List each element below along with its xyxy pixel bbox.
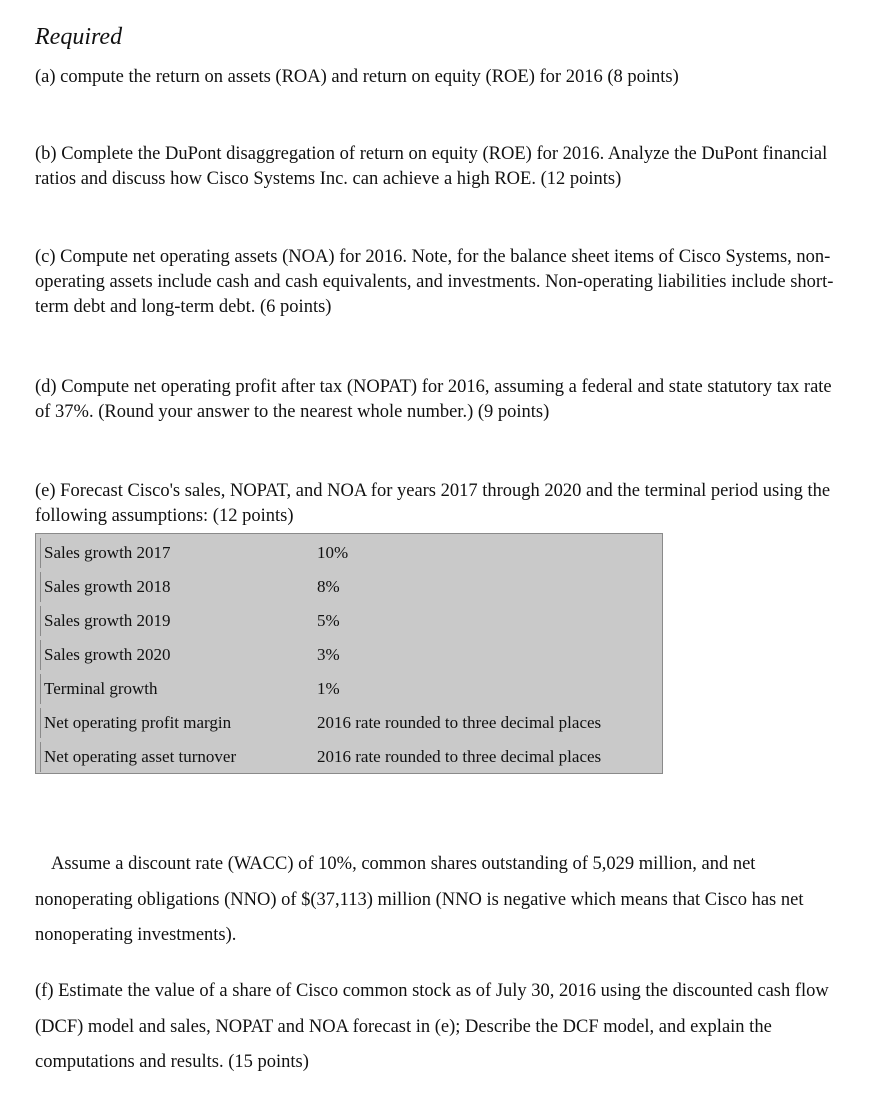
table-row <box>40 606 658 636</box>
assumptions-table <box>35 533 663 774</box>
question-b: (b) Complete the DuPont disaggregation of return on equity (ROE) for 2016. Analyze the DuPont financial ratios and discuss how Cisco Systems Inc. can achieve a high ROE. (12 points) <box>35 144 828 189</box>
assumptions-text: Assume a discount rate (WACC) of 10%, common shares outstanding of 5,029 million, and net nonoperating obligations (NNO) of $(37,113) million (NNO is negative which means that Cisco has net nonoperating investments). <box>35 854 804 945</box>
assumption-label: Sales growth 2017 <box>40 538 310 568</box>
assumption-label: Terminal growth <box>40 674 310 704</box>
assumption-value: 10% <box>317 543 349 562</box>
assumption-label: Sales growth 2020 <box>40 640 310 670</box>
assumption-label: Sales growth 2019 <box>40 606 310 636</box>
assumption-value: 2016 rate rounded to three decimal places <box>317 713 602 732</box>
assumption-value: 3% <box>317 645 340 664</box>
question-a: (a) compute the return on assets (ROA) and return on equity (ROE) for 2016 (8 points) <box>35 67 679 87</box>
assumption-value: 8% <box>317 577 340 596</box>
table-row <box>40 572 658 602</box>
assumption-label: Net operating profit margin <box>40 708 310 738</box>
page-title: Required <box>35 24 123 50</box>
table-row <box>40 538 658 568</box>
table-row <box>40 742 658 772</box>
table-row <box>40 708 658 738</box>
question-d: (d) Compute net operating profit after tax (NOPAT) for 2016, assuming a federal and state statutory tax rate of 37%. (Round your answer to the nearest whole number.) (9 points) <box>35 377 832 422</box>
assumption-value: 2016 rate rounded to three decimal places <box>317 747 602 766</box>
assumption-value: 5% <box>317 611 340 630</box>
table-row <box>40 674 658 704</box>
assumption-value: 1% <box>317 679 340 698</box>
assumptions-paragraph <box>35 847 840 954</box>
assumption-label: Sales growth 2018 <box>40 572 310 602</box>
question-c: (c) Compute net operating assets (NOA) for 2016. Note, for the balance sheet items of Cisco Systems, non-operating assets include cash and cash equivalents, and investments. Non-operating liabilities include short-term debt and long-term debt. (6 points) <box>35 247 834 317</box>
question-e: (e) Forecast Cisco's sales, NOPAT, and NOA for years 2017 through 2020 and the terminal period using the following assumptions: (12 points) <box>35 481 831 526</box>
table-row <box>40 640 658 670</box>
question-f: (f) Estimate the value of a share of Cisco common stock as of July 30, 2016 using the discounted cash flow (DCF) model and sales, NOPAT and NOA forecast in (e); Describe the DCF model, and explain the computations and results. (15 points) <box>35 981 829 1072</box>
assumption-label: Net operating asset turnover <box>40 742 310 772</box>
